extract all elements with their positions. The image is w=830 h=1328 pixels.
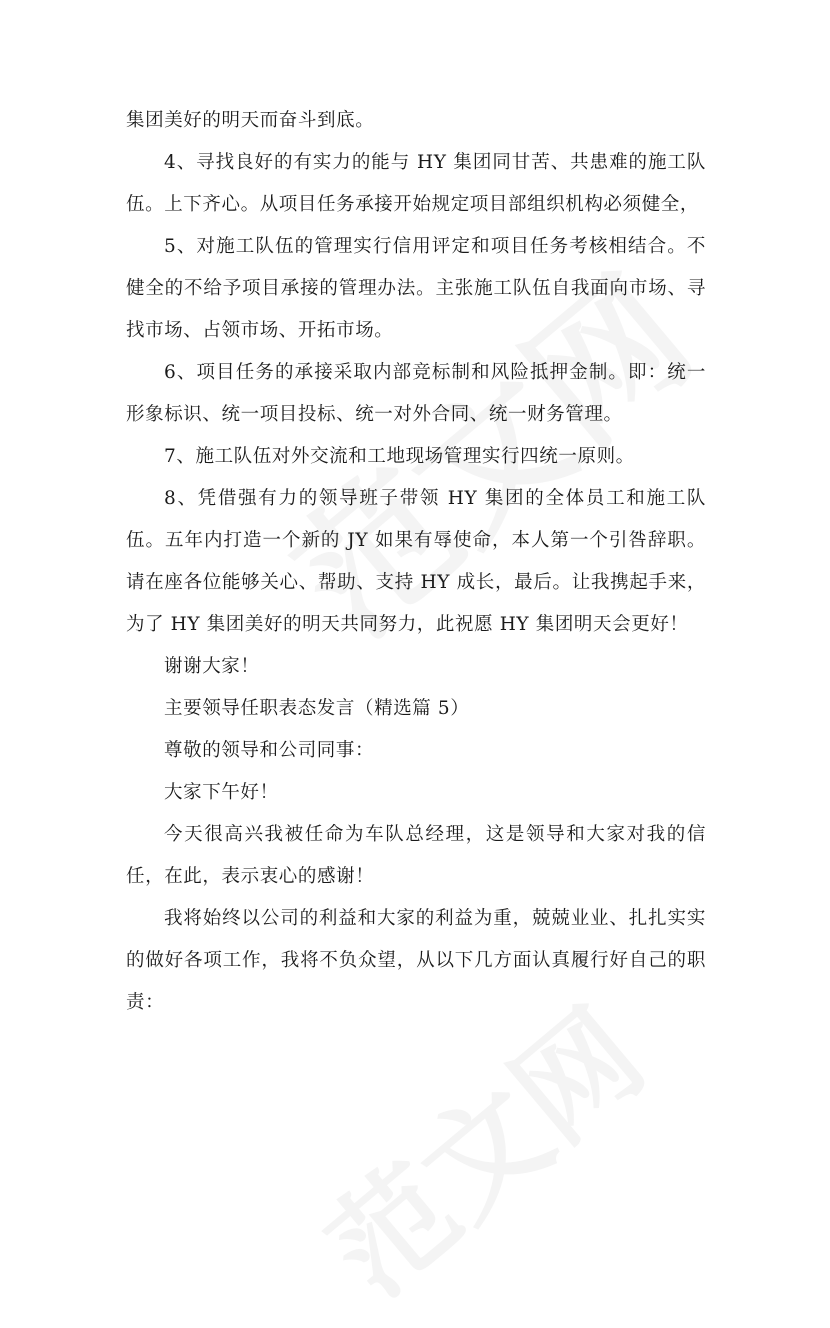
paragraph-item-8: 8、凭借强有力的领导班子带领 HY 集团的全体员工和施工队伍。五年内打造一个新的 JY 如果有辱使命，本人第一个引咎辞职。请在座各位能够关心、帮助、支持 HY 成长，最后。让我携起手来，为了 HY 集团美好的明天共同努力，此祝愿 HY 集团明天会更好！ — [126, 488, 706, 635]
section-heading: 主要领导任职表态发言（精选篇 5） — [164, 698, 470, 719]
paragraph-commitment: 我将始终以公司的利益和大家的利益为重，兢兢业业、扎扎实实的做好各项工作，我将不负众望，从以下几方面认真履行好自己的职责： — [126, 908, 706, 1013]
paragraph-item-5: 5、对施工队伍的管理实行信用评定和项目任务考核相结合。不健全的不给予项目承接的管理办法。主张施工队伍自我面向市场、寻找市场、占领市场、开拓市场。 — [126, 236, 706, 341]
paragraph-thanks: 谢谢大家！ — [164, 656, 260, 677]
paragraph-item-7: 7、施工队伍对外交流和工地现场管理实行四统一原则。 — [164, 446, 635, 467]
paragraph-item-4: 4、寻找良好的有实力的能与 HY 集团同甘苦、共患难的施工队伍。上下齐心。从项目任务承接开始规定项目部组织机构必须健全， — [126, 152, 706, 215]
document-body — [126, 100, 706, 1024]
salutation: 尊敬的领导和公司同事： — [164, 740, 375, 761]
paragraph-continuation: 集团美好的明天而奋斗到底。 — [126, 110, 375, 131]
paragraph-item-6: 6、项目任务的承接采取内部竞标制和风险抵押金制。即：统一形象标识、统一项目投标、统一对外合同、统一财务管理。 — [126, 362, 706, 425]
greeting: 大家下午好！ — [164, 782, 279, 803]
paragraph-appointment: 今天很高兴我被任命为车队总经理，这是领导和大家对我的信任，在此，表示衷心的感谢！ — [126, 824, 706, 887]
